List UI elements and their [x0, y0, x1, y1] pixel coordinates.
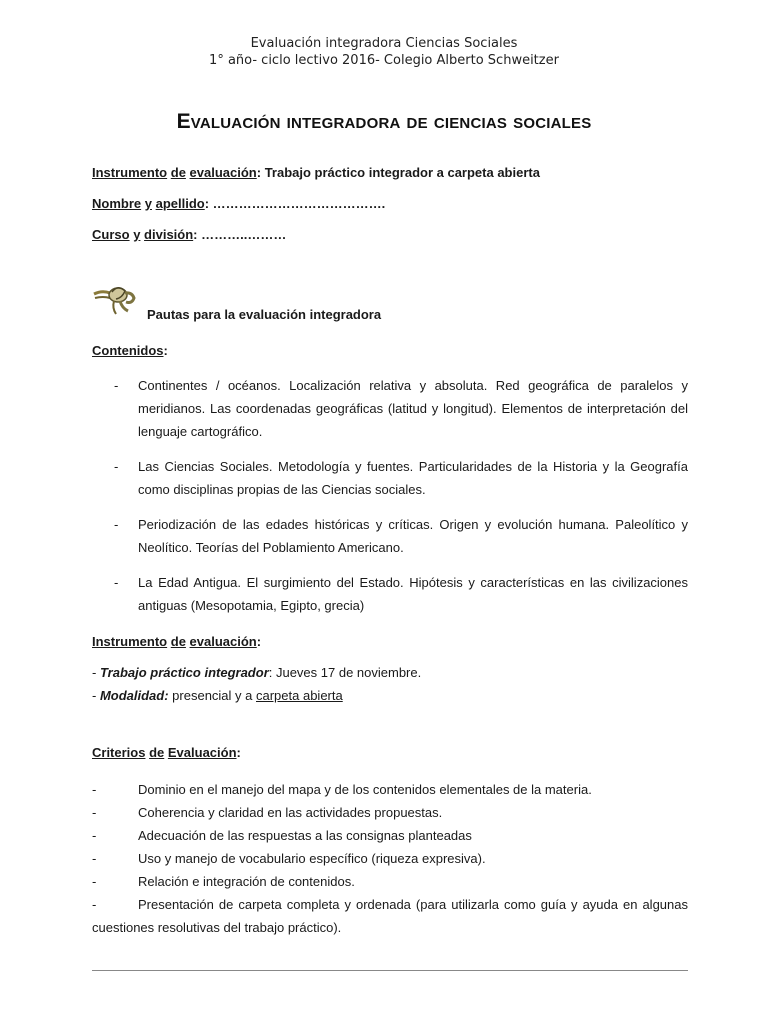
list-item-text: Dominio en el manejo del mapa y de los contenidos elementales de la materia. [138, 782, 592, 797]
surname-label: apellido [155, 196, 205, 211]
list-item [92, 455, 688, 501]
list-dash: - [114, 575, 119, 590]
list-item-text: Continentes / océanos. Localización relativa y absoluta. Red geográfica de paralelos y meridianos. Las coordenadas geográficas (latitud y longitud). Elementos de interpretación del lenguaje cartográfico. [138, 378, 688, 439]
list-item-wrapped [92, 893, 688, 939]
modality-prefix: - [92, 688, 100, 703]
running-header [0, 35, 768, 69]
document-title: Evaluación integradora de ciencias sociales [176, 110, 592, 133]
course-y: y [133, 227, 141, 242]
work-line [92, 664, 421, 682]
list-item-text: Presentación de carpeta completa y ordenada (para utilizarla como guía y ayuda en algunas cuestiones resolutivas del trabajo práctico). [92, 897, 688, 935]
list-dash: - [92, 828, 97, 843]
header-line-2: 1° año- ciclo lectivo 2016- Colegio Alberto Schweitzer [209, 53, 559, 68]
list-item [92, 778, 688, 801]
list-item-text: Las Ciencias Sociales. Metodología y fuentes. Particularidades de la Historia y la Geografía como disciplinas propias de las Ciencias sociales. [138, 459, 688, 497]
contents-colon: : [163, 343, 168, 358]
list-item-text: Adecuación de las respuestas a las consignas planteadas [138, 828, 472, 843]
division-label: división [144, 227, 194, 242]
criteria-word: Criterios [92, 745, 146, 760]
name-field-line [92, 195, 385, 213]
guidelines-heading: Pautas para la evaluación integradora [147, 307, 382, 322]
contents-label: Contenidos [92, 343, 164, 358]
modality-underlined: carpeta abierta [256, 688, 343, 703]
list-item-text: Uso y manejo de vocabulario específico (riqueza expresiva). [138, 851, 486, 866]
list-dash: - [114, 517, 119, 532]
course-blank: : ………..……… [193, 227, 287, 242]
criteria-list [92, 778, 688, 939]
name-y: y [144, 196, 152, 211]
criteria-evaluacion: Evaluación [167, 745, 237, 760]
list-dash: - [92, 805, 97, 820]
list-dash: - [114, 459, 119, 474]
list-item [92, 571, 688, 617]
instrument-value: : Trabajo práctico integrador a carpeta abierta [256, 165, 540, 180]
list-item [92, 513, 688, 559]
list-item-text: Coherencia y claridad en las actividades propuestas. [138, 805, 443, 820]
modality-label: Modalidad: [99, 688, 169, 703]
instrument-word: Instrumento [92, 165, 168, 180]
list-item [92, 847, 688, 870]
work-label: Trabajo práctico integrador [99, 665, 269, 680]
list-dash: - [114, 378, 119, 393]
instrument2-evaluacion: evaluación [189, 634, 257, 649]
instrument2-word: Instrumento [92, 634, 168, 649]
criteria-de: de [149, 745, 165, 760]
list-dash: - [92, 897, 97, 912]
list-dash: - [92, 782, 97, 797]
instrument2-de: de [170, 634, 186, 649]
course-label: Curso [92, 227, 130, 242]
contents-heading [92, 342, 168, 360]
list-dash: - [92, 874, 97, 889]
list-dash: - [92, 851, 97, 866]
contents-list [92, 374, 688, 629]
header-line-1: Evaluación integradora Ciencias Sociales [250, 36, 518, 51]
work-prefix: - [92, 665, 100, 680]
footer-rule [92, 970, 688, 971]
list-item [92, 824, 688, 847]
list-item [92, 801, 688, 824]
criteria-heading [92, 744, 241, 762]
modality-line [92, 687, 343, 705]
list-item-text: La Edad Antigua. El surgimiento del Estado. Hipótesis y características en las civilizaciones antiguas (Mesopotamia, Egipto, grecia) [138, 575, 688, 613]
instrument-de: de [170, 165, 186, 180]
list-item-text: Periodización de las edades históricas y críticas. Origen y evolución humana. Paleolítico y Neolítico. Teorías del Poblamiento Americano. [138, 517, 688, 555]
instrument-heading [92, 633, 261, 651]
work-date: : Jueves 17 de noviembre. [268, 665, 422, 680]
instrument-line [92, 164, 540, 182]
criteria-colon: : [236, 745, 241, 760]
name-blank: : …………………………………. [204, 196, 386, 211]
name-label: Nombre [92, 196, 142, 211]
list-item [92, 374, 688, 443]
list-item [92, 870, 688, 893]
instrument2-colon: : [256, 634, 262, 649]
instrument-evaluacion: evaluación [189, 165, 257, 180]
list-item-text: Relación e integración de contenidos. [138, 874, 355, 889]
knot-icon [92, 278, 142, 318]
modality-text: presencial y a [168, 688, 256, 703]
course-field-line [92, 226, 286, 244]
